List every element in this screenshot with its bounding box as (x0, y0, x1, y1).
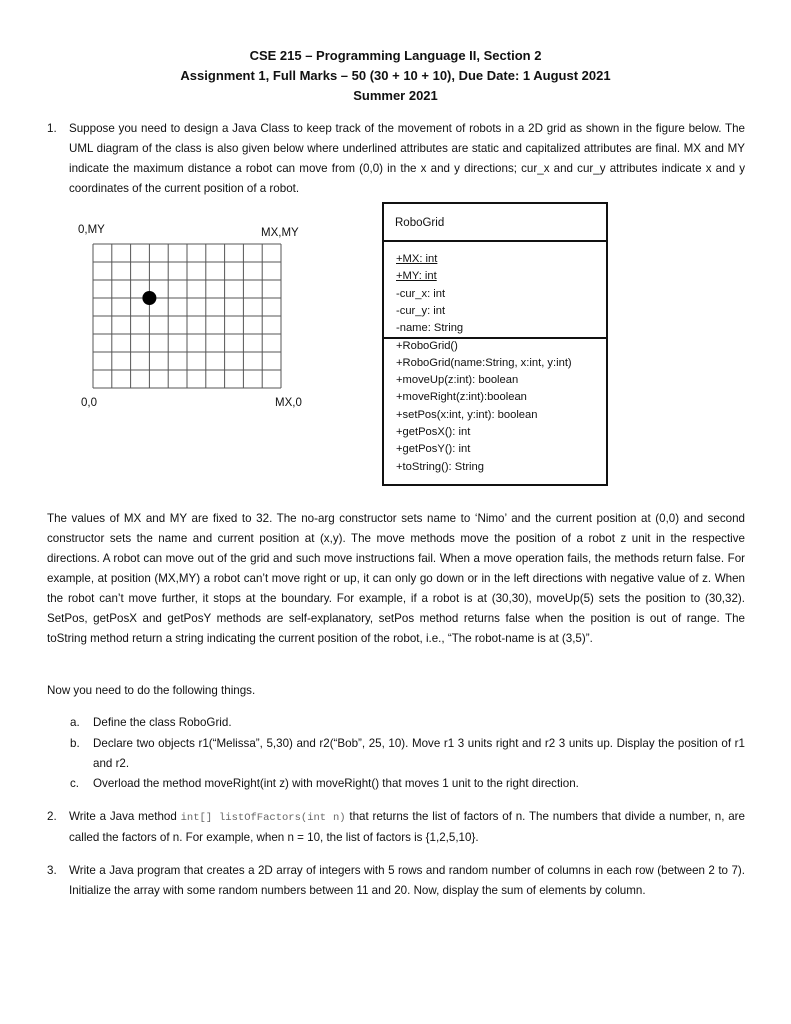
question-1-number: 1. (47, 122, 57, 135)
uml-method-moveup: +moveUp(z:int): boolean (396, 374, 519, 386)
assignment-subtitle: Assignment 1, Full Marks – 50 (30 + 10 + 10), Due Date: 1 August 2021 (180, 68, 611, 83)
task-b-text: Declare two objects r1(“Melissa”, 5,30) and r2(“Bob”, 25, 10). Move r1 3 units right and r2 3 units up. Display the position of r1 and r2. (93, 737, 745, 770)
grid-lines (93, 244, 281, 388)
task-c-label: c. (70, 777, 80, 790)
question-1-description: The values of MX and MY are fixed to 32. The no-arg constructor sets name to ‘Nimo’ and the current position at (0,0) and second constructor sets the name and current position at (x,y). The move methods move the position of a robot z unit in the respective directions. A robot can move out of the grid and such move instructions fail. When a move operation fails, the methods return false. For example, at position (MX,MY) a robot can’t move right or up, it can only go down or in the left directions with negative value of z. When the robot can’t move further, it stops at the boundary. For example, if a robot is at (30,30), moveUp(5) sets the position to (30,32). SetPos, getPosX and getPosY methods are self-explanatory, setPos method returns false when the position is out of range. The toString method return a string indicating the current position of the robot, i.e., “The robot-name is at (3,5)”. (47, 512, 745, 645)
uml-attribute-my: +MY: int (396, 270, 437, 282)
uml-attribute-name: -name: String (396, 322, 464, 334)
uml-class-name: RoboGrid (395, 217, 445, 229)
uml-method-constructor: +RoboGrid() (396, 340, 458, 352)
uml-attribute-cur-y: -cur_y: int (396, 305, 446, 317)
robot-grid-figure (90, 241, 290, 391)
uml-method-constructor-args: +RoboGrid(name:String, x:int, y:int) (396, 357, 572, 369)
question-2-text-before: Write a Java method (69, 810, 181, 823)
question-3-number: 3. (47, 864, 57, 877)
assignment-title: CSE 215 – Programming Language II, Section 2 (249, 48, 542, 63)
robot-marker (142, 291, 156, 305)
uml-class-diagram (382, 202, 608, 486)
grid-label-bottom-left: 0,0 (81, 397, 97, 409)
task-a-text: Define the class RoboGrid. (93, 716, 232, 729)
question-1-instructions: Now you need to do the following things. (47, 684, 256, 697)
uml-method-getposy: +getPosY(): int (396, 443, 471, 455)
uml-method-moveright: +moveRight(z:int):boolean (396, 391, 527, 403)
question-2-text (69, 807, 745, 848)
uml-method-tostring: +toString(): String (396, 461, 484, 473)
question-2-number: 2. (47, 810, 57, 823)
question-1-intro: Suppose you need to design a Java Class to keep track of the movement of robots in a 2D grid as shown in the figure below. The UML diagram of the class is also given below where underlined attributes are static and capitalized attributes are final. MX and MY indicate the maximum distance a robot can move from (0,0) in the x and y directions; cur_x and cur_y attributes indicate x and y coordinates of the current position of a robot. (69, 122, 745, 195)
uml-method-setpos: +setPos(x:int, y:int): boolean (396, 409, 538, 421)
question-3-text: Write a Java program that creates a 2D array of integers with 5 rows and random number of columns in each row (between 2 to 7). Initialize the array with some random numbers between 11 and 20. Now, display the sum of elements by column. (69, 864, 745, 897)
uml-attribute-cur-x: -cur_x: int (396, 288, 446, 300)
uml-attribute-mx: +MX: int (396, 253, 438, 265)
uml-method-getposx: +getPosX(): int (396, 426, 471, 438)
task-b-label: b. (70, 737, 80, 750)
task-a-label: a. (70, 716, 80, 729)
task-c-text: Overload the method moveRight(int z) with moveRight() that moves 1 unit to the right direction. (93, 777, 579, 790)
question-2-code: int[] listOfFactors(int n) (180, 812, 346, 824)
grid-label-bottom-right: MX,0 (275, 397, 302, 409)
grid-label-top-right: MX,MY (261, 227, 299, 239)
grid-label-top-left: 0,MY (78, 224, 105, 236)
uml-divider-top (384, 240, 606, 242)
question-2-text-after: that returns the list of factors of n. The numbers that divide a number, n, are called the factors of n. For example, when n = 10, the list of factors is {1,2,5,10}. (69, 810, 745, 844)
assignment-term: Summer 2021 (353, 88, 438, 103)
